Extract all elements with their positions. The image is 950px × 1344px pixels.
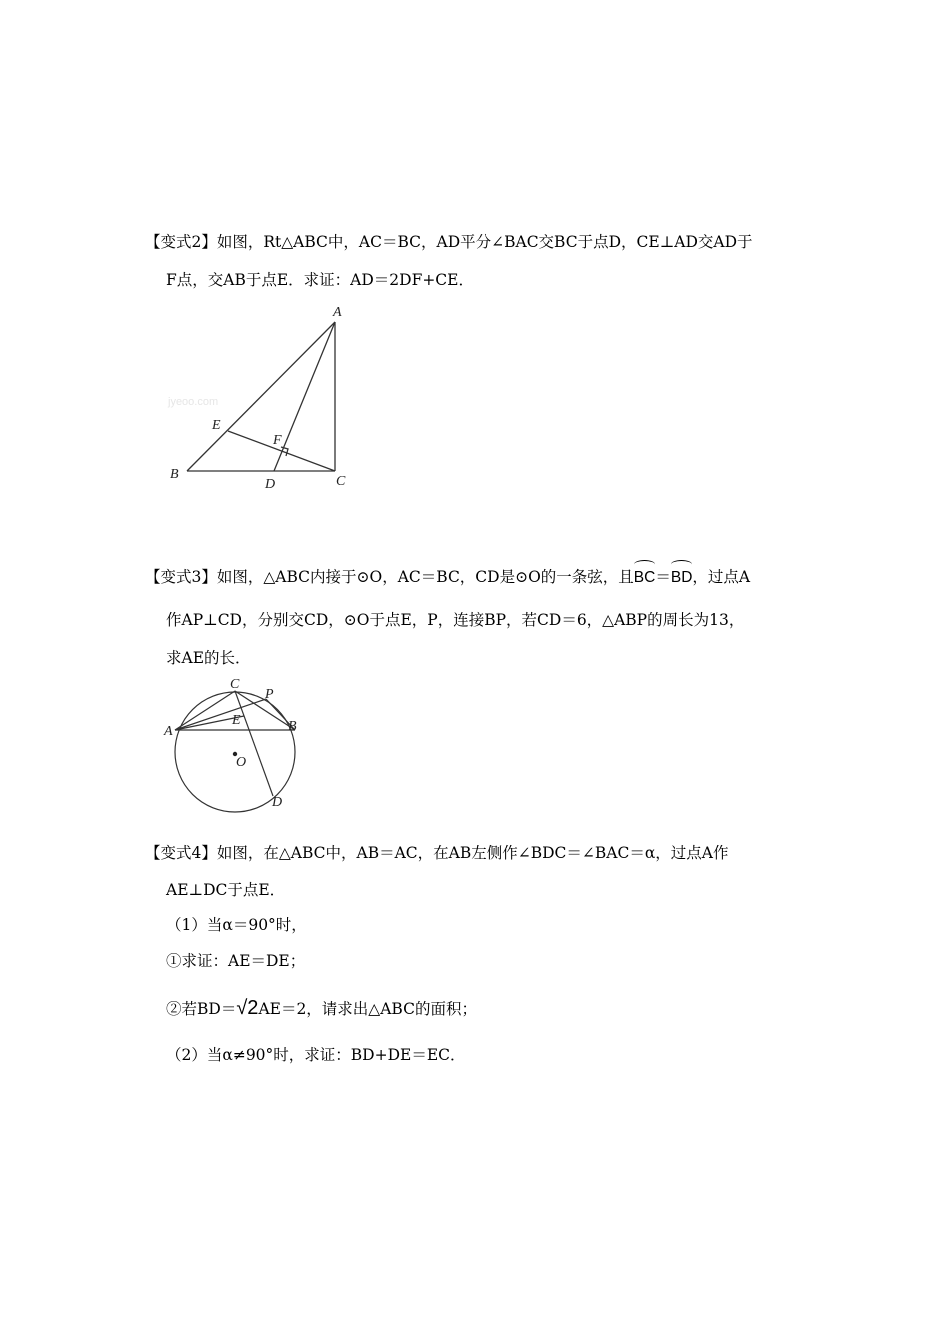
label-C: C <box>336 474 346 489</box>
figure-circle <box>160 672 310 817</box>
watermark: jyeoo.com <box>168 396 219 408</box>
arc-BD: BD <box>671 564 693 588</box>
label-E: E <box>232 713 241 728</box>
p3-line1a: 【变式3】如图，△ABC内接于⊙O，AC＝BC，CD是⊙O的一条弦，且 <box>145 568 634 586</box>
label-A: A <box>164 724 173 739</box>
label-A: A <box>333 305 342 320</box>
p3-line3: 求AE的长． <box>166 649 251 667</box>
p4-line3: （1）当α＝90°时， <box>166 916 307 934</box>
seg-AD <box>274 322 335 471</box>
p4-line2: AE⊥DC于点E． <box>166 881 286 899</box>
p4-line4: ①求证：AE＝DE； <box>166 952 306 970</box>
label-B: B <box>170 467 179 482</box>
label-B: B <box>288 719 297 734</box>
p4-line5b: AE＝2，请求出△ABC的面积； <box>258 1000 477 1018</box>
arc-BC: BC <box>634 564 656 588</box>
p4-line1: 【变式4】如图，在△ABC中，AB＝AC，在AB左侧作∠BDC＝∠BAC＝α，过点A作 <box>145 844 729 862</box>
label-P: P <box>265 687 274 702</box>
p3-eq: ＝ <box>655 568 671 586</box>
label-D: D <box>272 795 283 810</box>
label-O: O <box>236 755 247 770</box>
label-F: F <box>273 433 282 448</box>
label-C: C <box>230 677 240 692</box>
label-D: D <box>265 477 276 492</box>
p2-line2: F点，交AB于点E．求证：AD＝2DF+CE． <box>166 271 474 289</box>
sqrt-2: √2 <box>236 997 259 1019</box>
p4-line6: （2）当α≠90°时，求证：BD+DE＝EC． <box>166 1046 466 1064</box>
p3-line1b: ，过点A <box>692 568 751 586</box>
p3-line2: 作AP⊥CD，分别交CD，⊙O于点E，P，连接BP，若CD＝6，△ABP的周长为13， <box>166 611 745 629</box>
seg-AB <box>187 322 335 471</box>
p2-line1: 【变式2】如图，Rt△ABC中，AC＝BC，AD平分∠BAC交BC于点D，CE⊥AD交AD于 <box>145 233 753 251</box>
p4-line5 <box>166 998 477 1019</box>
label-E: E <box>212 418 221 433</box>
figure-triangle <box>160 300 360 495</box>
p4-line5a: ②若BD＝ <box>166 1000 237 1018</box>
seg-CD <box>235 691 273 796</box>
p3-line1 <box>145 564 750 588</box>
